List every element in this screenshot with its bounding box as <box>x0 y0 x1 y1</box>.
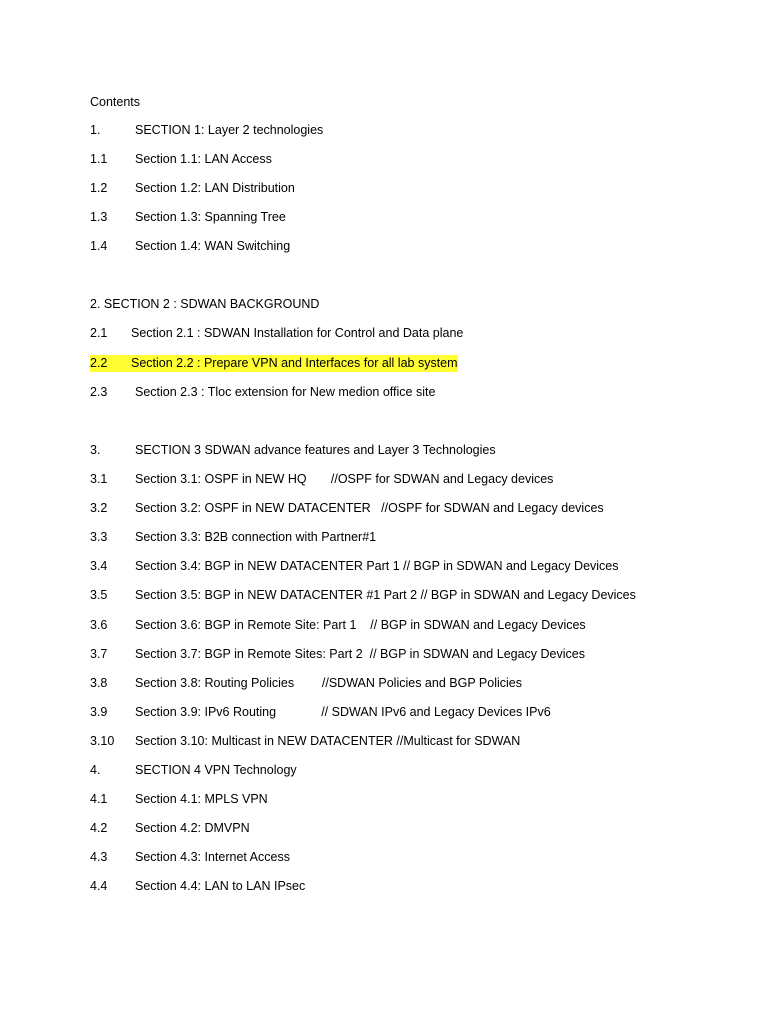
toc-entry-number: 4.4 <box>90 879 108 893</box>
toc-entry-number: 3.2 <box>90 501 108 515</box>
toc-entry-title: Section 3.3: B2B connection with Partner#1 <box>135 530 377 544</box>
toc-entry-title: Section 3.2: OSPF in NEW DATACENTER //OSPF for SDWAN and Legacy devices <box>135 501 604 515</box>
toc-entry-number: 1. <box>90 123 101 137</box>
toc-entry-number: 3.10 <box>90 734 115 748</box>
toc-entry-number: 2.1 <box>90 326 108 340</box>
toc-entry-title: SECTION 3 SDWAN advance features and Layer 3 Technologies <box>135 443 496 457</box>
toc-entry-title: Section 2.2 : Prepare VPN and Interfaces for all lab system <box>131 356 458 370</box>
toc-entry-number: 4.2 <box>90 821 108 835</box>
toc-entry-number: 4.1 <box>90 792 108 806</box>
toc-entry-number: 1.3 <box>90 210 108 224</box>
toc-entry-number: 3.4 <box>90 559 108 573</box>
toc-entry-number: 4. <box>90 763 101 777</box>
toc-entry-title: Section 1.4: WAN Switching <box>135 239 291 253</box>
toc-entry-title: Section 2.1 : SDWAN Installation for Control and Data plane <box>131 326 464 340</box>
toc-entry-highlighted <box>90 355 458 372</box>
toc-entry-title: Section 4.4: LAN to LAN IPsec <box>135 879 306 893</box>
toc-heading: Contents <box>90 95 141 109</box>
toc-entry-title: Section 3.8: Routing Policies //SDWAN Policies and BGP Policies <box>135 676 522 690</box>
toc-entry-title: Section 1.1: LAN Access <box>135 152 272 166</box>
toc-entry-number: 3.7 <box>90 647 108 661</box>
toc-entry-number: 3.9 <box>90 705 108 719</box>
toc-entry-number: 2.3 <box>90 385 108 399</box>
toc-entry-number: 1.2 <box>90 181 108 195</box>
toc-entry-title: Section 4.2: DMVPN <box>135 821 250 835</box>
toc-entry-title: Section 3.6: BGP in Remote Site: Part 1 // BGP in SDWAN and Legacy Devices <box>135 618 586 632</box>
toc-entry-title: Section 3.10: Multicast in NEW DATACENTER //Multicast for SDWAN <box>135 734 521 748</box>
toc-entry-number: 3.3 <box>90 530 108 544</box>
toc-entry-number: 1.1 <box>90 152 108 166</box>
toc-entry-title: Section 1.3: Spanning Tree <box>135 210 286 224</box>
toc-entry-title: Section 4.3: Internet Access <box>135 850 290 864</box>
toc-entry-number: 3.5 <box>90 588 108 602</box>
toc-entry-title: Section 3.7: BGP in Remote Sites: Part 2 // BGP in SDWAN and Legacy Devices <box>135 647 585 661</box>
toc-entry-number: 3. <box>90 443 101 457</box>
toc-entry-number: 2.2 <box>90 356 108 370</box>
toc-entry-title: Section 2.3 : Tloc extension for New medion office site <box>135 385 436 399</box>
toc-entry-title: Section 3.1: OSPF in NEW HQ //OSPF for SDWAN and Legacy devices <box>135 472 554 486</box>
toc-entry-title: Section 3.5: BGP in NEW DATACENTER #1 Part 2 // BGP in SDWAN and Legacy Devices <box>135 588 636 602</box>
toc-entry-title: 2. SECTION 2 : SDWAN BACKGROUND <box>90 297 320 311</box>
toc-entry-number: 3.1 <box>90 472 108 486</box>
toc-entry-title: SECTION 1: Layer 2 technologies <box>135 123 324 137</box>
toc-entry-title: Section 4.1: MPLS VPN <box>135 792 268 806</box>
toc-entry-title: Section 3.4: BGP in NEW DATACENTER Part 1 // BGP in SDWAN and Legacy Devices <box>135 559 619 573</box>
toc-entry-title: Section 3.9: IPv6 Routing // SDWAN IPv6 and Legacy Devices IPv6 <box>135 705 551 719</box>
toc-entry-title: SECTION 4 VPN Technology <box>135 763 297 777</box>
toc-entry-title: Section 1.2: LAN Distribution <box>135 181 295 195</box>
toc-entry-number: 4.3 <box>90 850 108 864</box>
toc-entry-number: 3.8 <box>90 676 108 690</box>
toc-entry-number: 1.4 <box>90 239 108 253</box>
toc-entry-number: 3.6 <box>90 618 108 632</box>
